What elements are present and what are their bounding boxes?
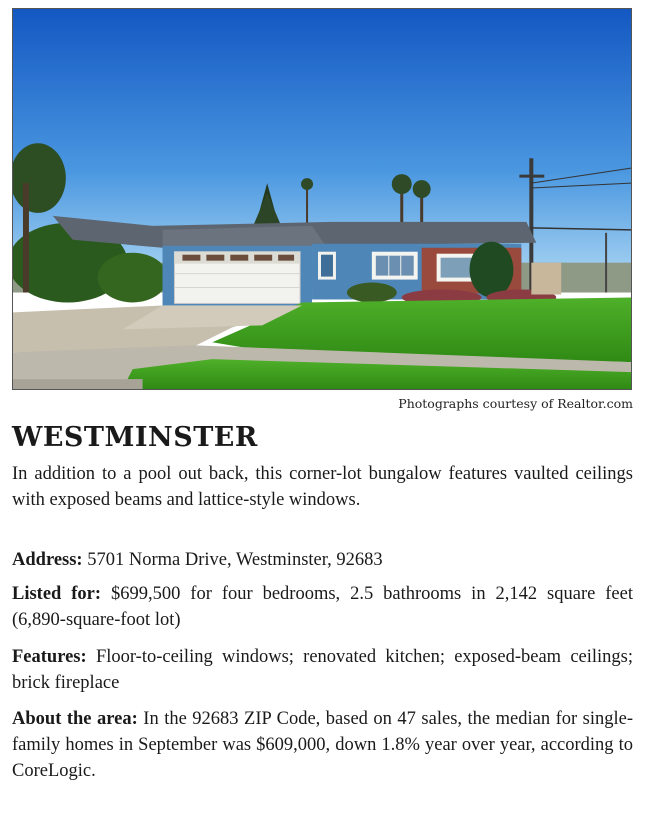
address-value: 5701 Norma Drive, Westminster, 92683 xyxy=(87,550,383,570)
about-area-line xyxy=(12,706,633,784)
photo-credit: Photographs courtesy of Realtor.com xyxy=(398,396,633,411)
house-photo xyxy=(12,8,632,390)
listing-city-title: WESTMINSTER xyxy=(12,422,258,453)
features-value: Floor-to-ceiling windows; renovated kitchen; exposed-beam ceilings; brick fireplace xyxy=(12,647,634,693)
listed-for-value: $699,500 for four bedrooms, 2.5 bathrooms in 2,142 square feet (6,890-square-foot lot) xyxy=(12,584,633,630)
features-line xyxy=(12,644,633,696)
address-line xyxy=(12,547,633,573)
about-area-label: About the area: xyxy=(12,709,138,729)
listed-for-line xyxy=(12,581,633,633)
features-label: Features: xyxy=(12,647,87,667)
listing-intro: In addition to a pool out back, this corner-lot bungalow features vaulted ceilings with exposed beams and lattice-style windows. xyxy=(12,464,633,510)
house-photo-illustration xyxy=(13,9,631,389)
about-area-value: In the 92683 ZIP Code, based on 47 sales, the median for single-family homes in September was $609,000, down 1.8% year over year, according to CoreLogic. xyxy=(12,709,634,781)
address-label: Address: xyxy=(12,550,83,570)
listed-for-label: Listed for: xyxy=(12,584,102,604)
